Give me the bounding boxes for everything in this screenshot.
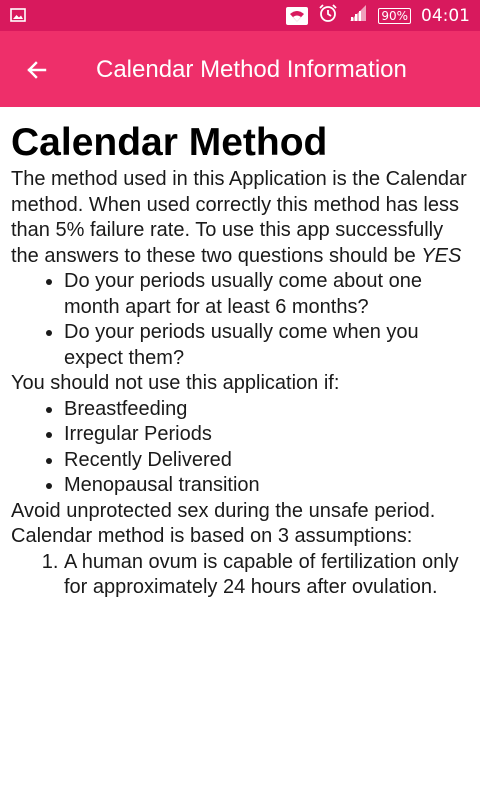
list-item: • Irregular Periods (64, 422, 473, 448)
status-icons (286, 0, 470, 31)
list-item: • Do your periods usually come when you expect them? (64, 320, 473, 371)
list-item: • Do your periods usually come about one month apart for at least 6 months? (64, 269, 473, 320)
content (11, 107, 473, 601)
list-item: • Breastfeeding (64, 397, 473, 423)
status-bar (0, 0, 480, 31)
assumptions-heading: Calendar method is based on 3 assumptions: (11, 525, 413, 547)
assumptions-list (11, 550, 473, 601)
intro-emphasis: YES (421, 244, 462, 267)
list-item: • Menopausal transition (64, 473, 473, 499)
list-item: • Recently Delivered (64, 448, 473, 474)
intro-paragraph (11, 167, 473, 269)
image-icon (10, 7, 26, 23)
back-button[interactable] (20, 53, 54, 87)
app-bar-title: Calendar Method Information (96, 56, 407, 83)
not-use-list (11, 397, 473, 499)
page-title: Calendar Method (11, 121, 328, 164)
clock: 04:01 (421, 5, 470, 26)
avoid-paragraph: Avoid unprotected sex during the unsafe period. (11, 499, 436, 522)
questions-list (11, 269, 473, 371)
app-bar (0, 31, 480, 107)
wifi-icon (286, 7, 308, 25)
intro-text: The method used in this Application is the Calendar method. When used correctly this method has less than 5% failure rate. To use this app successfully the answers to these two questions should be (11, 168, 467, 267)
arrow-left-icon (25, 58, 49, 82)
list-item: 1. A human ovum is capable of fertilization only for approximately 24 hours after ovulation. (64, 550, 473, 601)
not-use-heading: You should not use this application if: (11, 372, 340, 394)
alarm-icon (318, 3, 338, 28)
battery-indicator: 90% (378, 8, 411, 24)
signal-icon (348, 4, 368, 27)
